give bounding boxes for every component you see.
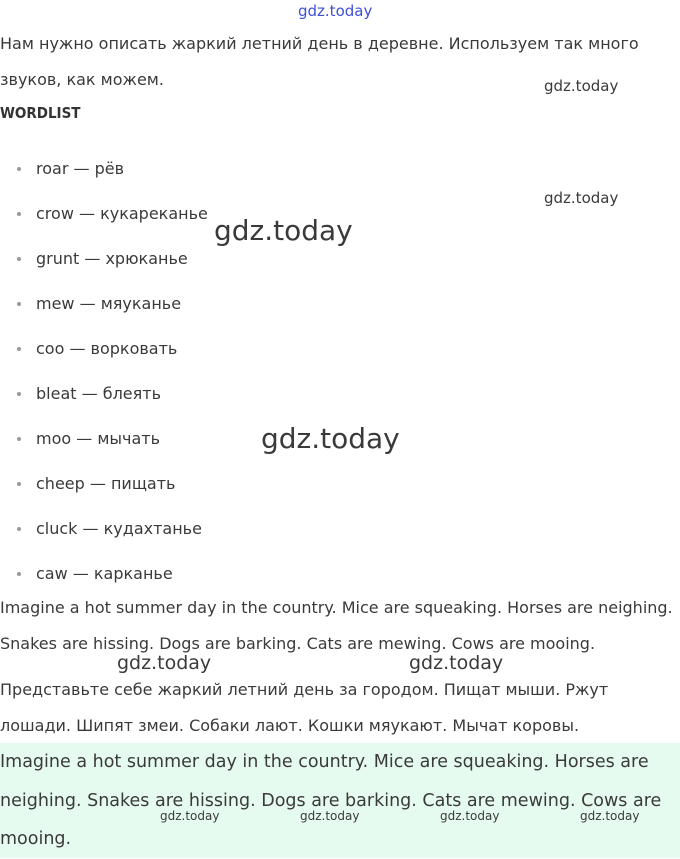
watermark-right-1: gdz.today (544, 77, 619, 95)
list-item: moo — мычать (0, 416, 208, 461)
watermark-bottom-3: gdz.today (440, 809, 500, 823)
english-paragraph: Imagine a hot summer day in the country. Mice are squeaking. Horses are neighing. Snakes are hissing. Dogs are barking. Cats are mewing. Cows are mooing. (0, 598, 673, 653)
wordlist-heading: WORDLIST (0, 104, 81, 122)
watermark-mid-1: gdz.today (117, 652, 212, 674)
wordlist (0, 146, 208, 596)
list-item: caw — карканье (0, 551, 208, 596)
list-item: cluck — кудахтанье (0, 506, 208, 551)
watermark-bottom-1: gdz.today (160, 809, 220, 823)
watermark-top: gdz.today (298, 2, 373, 20)
list-item: grunt — хрюканье (0, 236, 208, 281)
watermark-mid-2: gdz.today (409, 652, 504, 674)
watermark-large-1: gdz.today (214, 214, 353, 247)
russian-paragraph: Представьте себе жаркий летний день за городом. Пищат мыши. Ржут лошади. Шипят змеи. Собаки лают. Кошки мяукают. Мычат коровы. (0, 680, 609, 735)
list-item: bleat — блеять (0, 371, 208, 416)
intro-paragraph: Нам нужно описать жаркий летний день в деревне. Используем так много звуков, как можем. (0, 34, 639, 89)
watermark-large-2: gdz.today (261, 422, 400, 455)
list-item: mew — мяуканье (0, 281, 208, 326)
watermark-bottom-2: gdz.today (300, 809, 360, 823)
list-item: cheep — пищать (0, 461, 208, 506)
watermark-right-2: gdz.today (544, 189, 619, 207)
answer-block (0, 743, 680, 858)
list-item: coo — ворковать (0, 326, 208, 371)
watermark-bottom-4: gdz.today (580, 809, 640, 823)
answer-paragraph: Imagine a hot summer day in the country. Mice are squeaking. Horses are neighing. Snakes are hissing. Dogs are barking. Cats are mewing. Cows are mooing. (0, 752, 662, 849)
list-item: crow — кукареканье (0, 191, 208, 236)
list-item: roar — рёв (0, 146, 208, 191)
